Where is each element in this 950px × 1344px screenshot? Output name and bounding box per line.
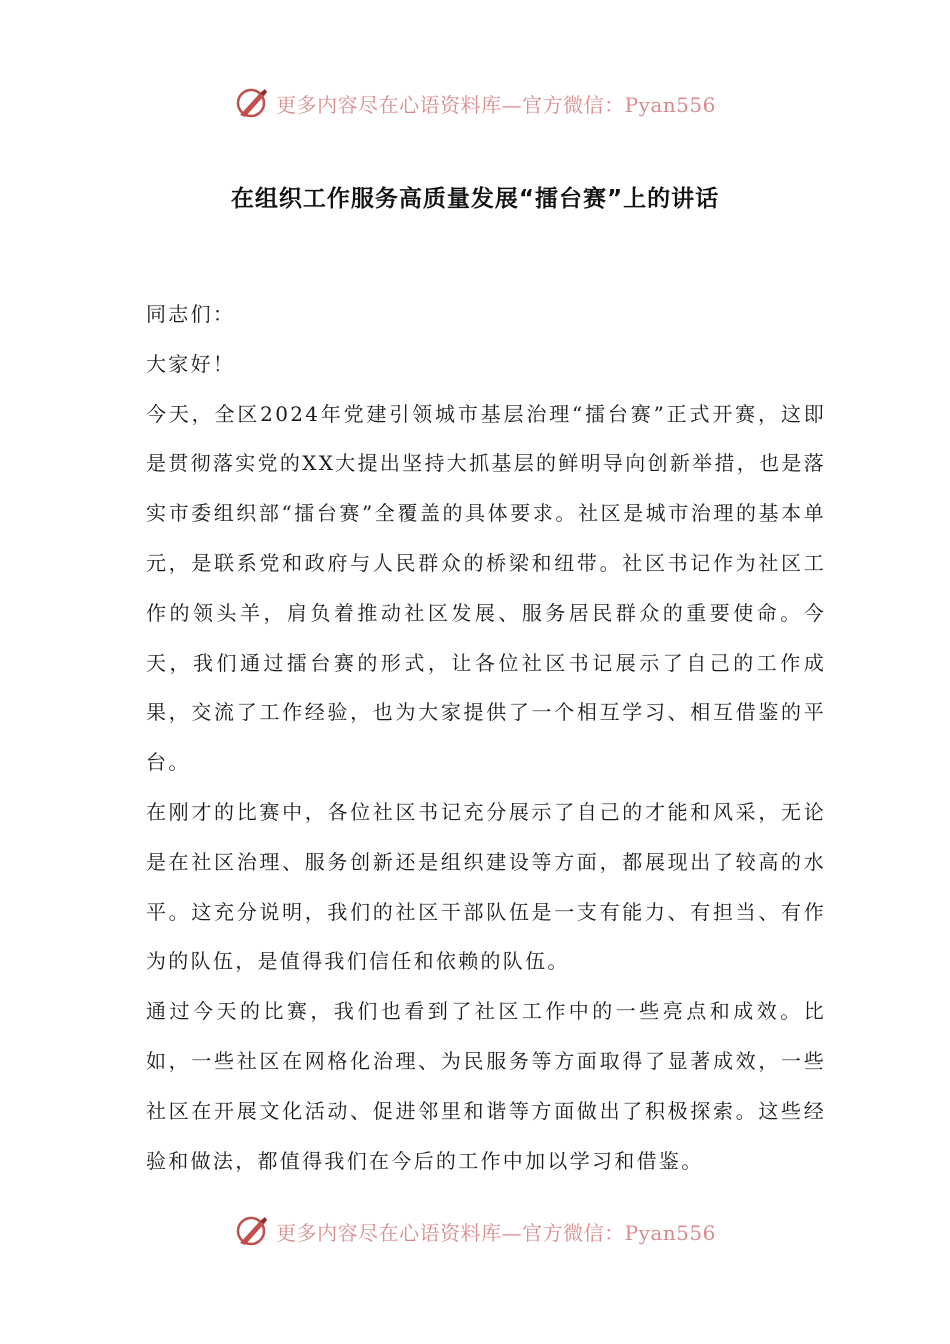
salutation: 同志们： [146,302,236,326]
header-banner-text: 更多内容尽在心语资料库—官方微信：Pyan556 [276,92,716,117]
header-watermark-banner [0,83,950,123]
paragraph: 今天，全区2024年党建引领城市基层治理“擂台赛”正式开赛，这即是贯彻落实党的XX大提出坚持大抓基层的鲜明导向创新举措，也是落实市委组织部“擂台赛”全覆盖的具体要求。社区是城市治理的基本单元，是联系党和政府与人民群众的桥梁和纽带。社区书记作为社区工作的领头羊，肩负着推动社区发展、服务居民群众的重要使命。今天，我们通过擂台赛的形式，让各位社区书记展示了自己的工作成果，交流了工作经验，也为大家提供了一个相互学习、相互借鉴的平台。 [146,401,826,775]
document-title: 在组织工作服务高质量发展“擂台赛”上的讲话 [230,186,720,212]
pen-logo-icon [234,85,270,121]
pen-logo-icon [234,1213,270,1249]
document-body [146,290,826,1186]
footer-banner-text: 更多内容尽在心语资料库—官方微信：Pyan556 [276,1220,716,1245]
paragraph: 在刚才的比赛中，各位社区书记充分展示了自己的才能和风采，无论是在社区治理、服务创新还是组织建设等方面，都展现出了较高的水平。这充分说明，我们的社区干部队伍是一支有能力、有担当、有作为的队伍，是值得我们信任和依赖的队伍。 [146,799,826,974]
footer-watermark-banner [0,1211,950,1251]
paragraph: 通过今天的比赛，我们也看到了社区工作中的一些亮点和成效。比如，一些社区在网格化治理、为民服务等方面取得了显著成效，一些社区在开展文化活动、促进邻里和谐等方面做出了积极探索。这些经验和做法，都值得我们在今后的工作中加以学习和借鉴。 [146,999,826,1173]
greeting: 大家好！ [146,351,236,376]
